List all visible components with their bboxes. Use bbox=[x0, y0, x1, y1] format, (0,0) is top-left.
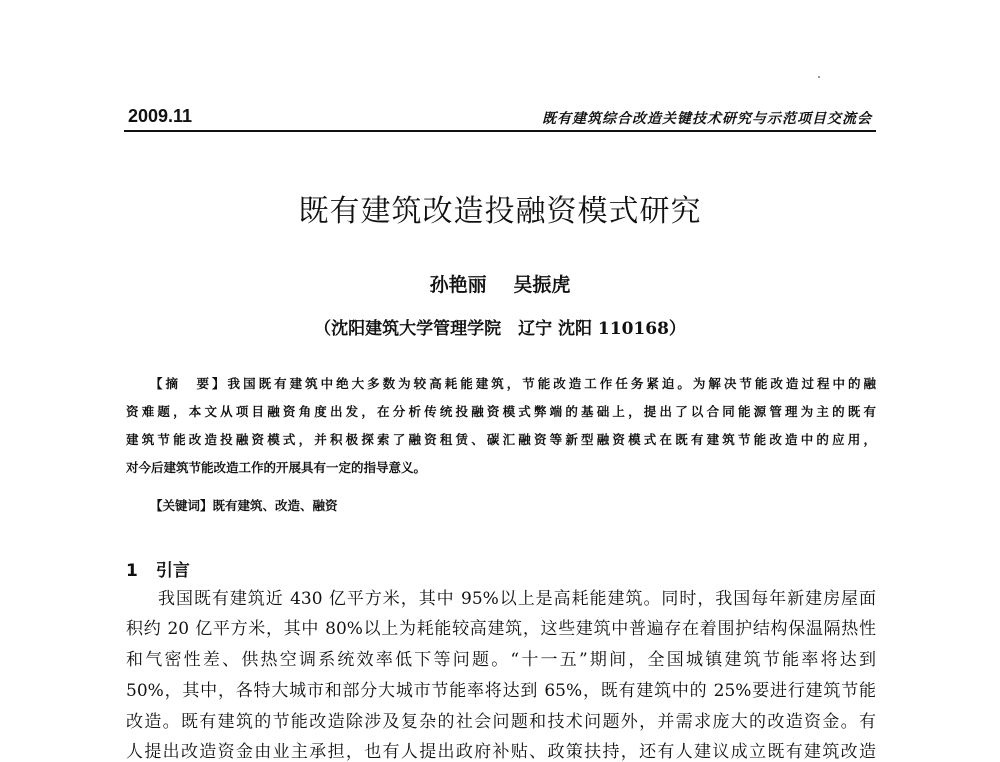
body-line: 50%，其中，各特大城市和部分大城市节能率将达到 65%，既有建筑中的 25%要进行建筑节能 bbox=[126, 681, 876, 701]
abstract-line: 对今后建筑节能改造工作的开展具有一定的指导意义。 bbox=[126, 460, 427, 475]
abstract-line: 建筑节能改造投融资模式，并积极探索了融资租赁、碳汇融资等新型融资模式在既有建筑节能改造中的应用， bbox=[126, 432, 876, 447]
section-heading bbox=[126, 556, 190, 581]
scan-speck bbox=[818, 76, 820, 78]
body-line: 积约 20 亿平方米，其中 80%以上为耗能较高建筑，这些建筑中普遍存在着围护结构保温隔热性 bbox=[126, 619, 876, 639]
body-line: 人提出改造资金由业主承担，也有人提出政府补贴、政策扶持，还有人建议成立既有建筑改造 bbox=[126, 742, 876, 762]
affiliation: （沈阳建筑大学管理学院 辽宁 沈阳 110168） bbox=[314, 319, 686, 339]
author: 吴振虎 bbox=[513, 274, 571, 296]
author: 孙艳丽 bbox=[429, 274, 487, 296]
header-conference: 既有建筑综合改造关键技术研究与示范项目交流会 bbox=[542, 111, 872, 127]
keywords: 【关键词】既有建筑、改造、融资 bbox=[150, 498, 338, 513]
paper-title: 既有建筑改造投融资模式研究 bbox=[298, 194, 702, 229]
abstract-line: 【摘 要】我国既有建筑中绝大多数为较高耗能建筑，节能改造工作任务紧迫。为解决节能改造过程中的融 bbox=[150, 376, 876, 391]
section-number: 1 bbox=[126, 561, 138, 581]
body-line: 我国既有建筑近 430 亿平方米，其中 95%以上是高耗能建筑。同时，我国每年新建房屋面 bbox=[158, 589, 876, 609]
header-rule bbox=[124, 130, 876, 132]
body-line: 改造。既有建筑的节能改造除涉及复杂的社会问题和技术问题外，并需求庞大的改造资金。有 bbox=[126, 712, 876, 732]
body-line: 和气密性差、供热空调系统效率低下等问题。“十一五”期间，全国城镇建筑节能率将达到 bbox=[126, 650, 876, 670]
authors bbox=[0, 270, 1000, 297]
header-date: 2009.11 bbox=[128, 106, 193, 126]
section-title: 引言 bbox=[155, 561, 190, 581]
abstract-line: 资难题，本文从项目融资角度出发，在分析传统投融资模式弊端的基础上，提出了以合同能源管理为主的既有 bbox=[126, 404, 876, 419]
